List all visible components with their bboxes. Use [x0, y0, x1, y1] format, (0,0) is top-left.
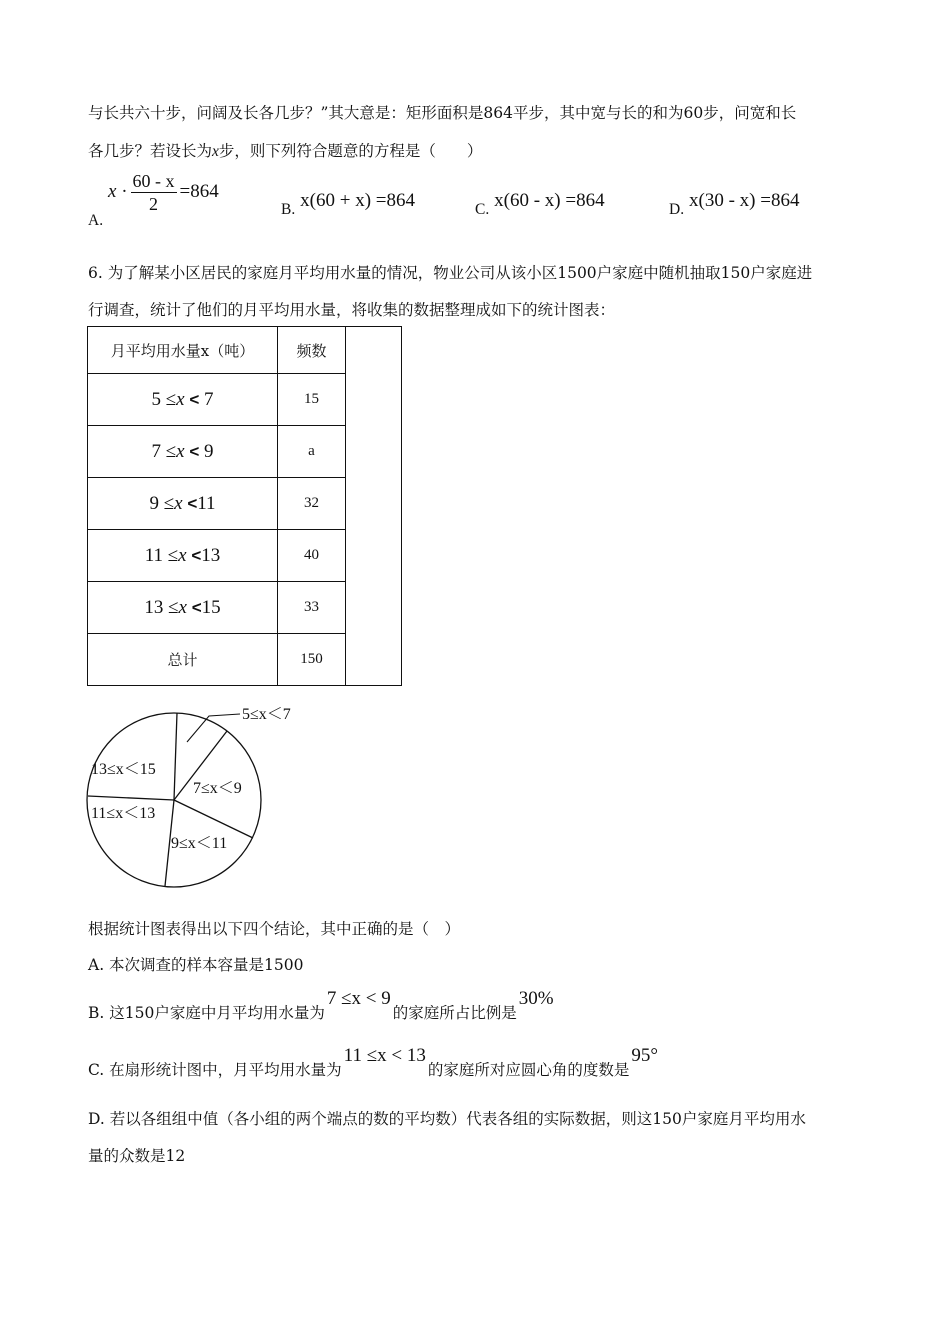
q5-option-c	[475, 190, 605, 218]
q5-text-line1: 与长共六十步，问阔及长各几步？”其大意是：矩形面积是864平步，其中宽与长的和为60步，问宽和长	[88, 104, 797, 122]
q6-text-line2: 行调查，统计了他们的月平均用水量，将收集的数据整理成如下的统计图表：	[88, 301, 616, 319]
option-d-line1: D. 若以各组组中值（各小组的两个端点的数的平均数）代表各组的实际数据，则这150户家庭月平均用水	[88, 1110, 806, 1128]
option-b-inequality: 7 ≤x < 9	[326, 988, 391, 1009]
table-blank-column	[346, 327, 402, 686]
option-b	[88, 988, 556, 1023]
q5-option-b-label: B.	[281, 201, 296, 218]
header-range: 月平均用水量x（吨）	[88, 327, 278, 374]
q6-text-line1: 6. 为了解某小区居民的家庭月平均用水量的情况，物业公司从该小区1500户家庭中随机抽取150户家庭进	[88, 264, 813, 282]
conclusions-prompt: 根据统计图表得出以下四个结论，其中正确的是（ ）	[88, 920, 461, 938]
range-cell: 5 ≤x < 7	[88, 374, 278, 426]
q5-option-a-numerator: 60 - x	[132, 171, 175, 191]
q5-option-a-label: A.	[88, 211, 104, 229]
frequency-cell: 40	[278, 530, 346, 582]
total-label: 总计	[88, 634, 278, 686]
q5-text-line2-b: 步，则下列符合题意的方程是（ ）	[218, 142, 483, 160]
option-c	[88, 1045, 660, 1080]
pie-divider	[174, 713, 177, 800]
pie-label-11-13: 11≤x＜13	[91, 805, 156, 822]
q5-option-c-label: C.	[475, 201, 490, 218]
option-c-text-b: 的家庭所对应圆心角的度数是	[427, 1061, 630, 1079]
pie-label-7-9: 7≤x＜9	[193, 780, 242, 797]
option-c-value: 95°	[631, 1045, 658, 1066]
q5-text-line2	[88, 139, 482, 161]
range-cell: 11 ≤x <13	[88, 530, 278, 582]
pie-chart	[80, 704, 320, 888]
option-a: A. 本次调查的样本容量是1500	[88, 956, 304, 974]
q5-text-line2-a: 各几步？若设长为	[88, 142, 213, 160]
q5-option-a-expr: x · $\frac{60 - x}{2}$ =864	[108, 171, 219, 214]
q5-option-d-label: D.	[669, 201, 685, 218]
total-value: 150	[278, 634, 346, 686]
pie-leader-line	[187, 714, 240, 742]
option-b-text-b: 的家庭所占比例是	[392, 1004, 517, 1022]
option-c-text-a: C. 在扇形统计图中，月平均用水量为	[88, 1061, 342, 1079]
pie-divider	[88, 796, 174, 800]
option-d-line2: 量的众数是12	[88, 1147, 186, 1165]
q5-option-a-denominator: 2	[149, 194, 159, 214]
q5-option-c-expr: x(60 - x) =864	[494, 190, 605, 211]
option-b-value: 30%	[518, 988, 554, 1009]
frequency-cell: a	[278, 426, 346, 478]
q5-option-a	[88, 170, 219, 229]
pie-divider	[174, 800, 253, 838]
q5-var: x	[212, 143, 219, 160]
frequency-table	[87, 326, 402, 686]
frequency-cell: 33	[278, 582, 346, 634]
range-cell: 7 ≤x < 9	[88, 426, 278, 478]
q5-option-d	[669, 190, 800, 218]
q5-option-b	[281, 190, 415, 218]
q5-option-d-expr: x(30 - x) =864	[689, 190, 800, 211]
pie-label-9-11: 9≤x＜11	[171, 835, 228, 852]
table-header-row	[88, 327, 402, 374]
header-frequency: 频数	[278, 327, 346, 374]
pie-label-5-7: 5≤x＜7	[242, 706, 291, 723]
pie-label-13-15: 13≤x＜15	[91, 761, 156, 778]
range-cell: 9 ≤x <11	[88, 478, 278, 530]
option-c-inequality: 11 ≤x < 13	[343, 1045, 426, 1066]
frequency-cell: 32	[278, 478, 346, 530]
q5-option-b-expr: x(60 + x) =864	[300, 190, 415, 211]
frequency-cell: 15	[278, 374, 346, 426]
option-b-text-a: B. 这150户家庭中月平均用水量为	[88, 1004, 325, 1022]
range-cell: 13 ≤x <15	[88, 582, 278, 634]
